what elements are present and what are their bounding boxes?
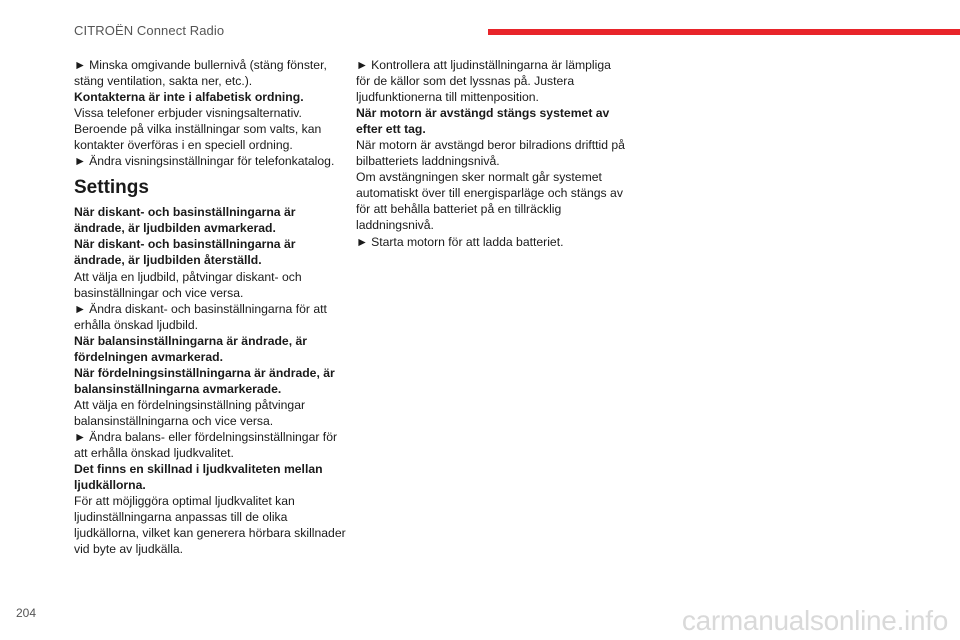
paragraph-text: För att möjliggöra optimal ljudkvalitet kan ljudinställningarna anpassas till de olika ljudkällorna, vilket kan generera hörbara skillnader vid byte av ljudkälla. <box>74 494 346 557</box>
paragraph-text: Kontrollera att ljudinställningarna är lämpliga för de källor som det lyssnas på. Justera ljudfunktionerna till mittenposition. <box>356 58 611 105</box>
paragraph-text: Minska omgivande bullernivå (stäng fönster, stäng ventilation, sakta ner, etc.). <box>74 58 327 89</box>
bullet-instruction <box>356 57 628 105</box>
body-paragraph <box>356 169 628 233</box>
paragraph-text: Ändra visningsinställningar för telefonkatalog. <box>89 154 335 169</box>
section-heading <box>74 176 346 200</box>
left-text-column <box>74 57 346 557</box>
paragraph-text: Att välja en ljudbild, påtvingar diskant- och basinställningar och vice versa. <box>74 269 302 300</box>
page-number: 204 <box>16 606 37 620</box>
paragraph-text: När motorn är avstängd stängs systemet av efter ett tag. <box>356 106 610 137</box>
bullet-instruction <box>74 429 346 461</box>
bullet-instruction <box>356 234 628 250</box>
body-paragraph <box>74 269 346 301</box>
arrow-bullet-icon: ► <box>74 429 87 444</box>
paragraph-text: Starta motorn för att ladda batteriet. <box>371 234 564 249</box>
bullet-instruction <box>74 153 346 169</box>
paragraph-text: Settings <box>74 177 149 199</box>
paragraph-text: Att välja en fördelningsinställning påtvingar balansinställningarna och vice versa. <box>74 397 306 428</box>
paragraph-text: Vissa telefoner erbjuder visningsalternativ. Beroende på vilka inställningar som valts, kan kontakter överföras i en speciell ordning. <box>74 106 322 153</box>
arrow-bullet-icon: ► <box>74 58 87 72</box>
watermark: carmanualsonline.info <box>681 605 948 636</box>
bold-statement <box>74 89 346 105</box>
body-paragraph <box>74 397 346 429</box>
body-paragraph <box>356 137 628 169</box>
paragraph-text: Ändra balans- eller fördelningsinställningar för att erhålla önskad ljudkvalitet. <box>74 429 338 461</box>
bold-statement <box>356 105 628 137</box>
arrow-bullet-icon: ► <box>356 234 369 249</box>
bold-statement <box>74 365 346 397</box>
body-paragraph <box>74 105 346 153</box>
bullet-instruction <box>74 301 346 333</box>
bold-statement <box>74 236 346 268</box>
paragraph-text: När diskant- och basinställningarna är ändrade, är ljudbilden återställd. <box>74 237 296 268</box>
bullet-instruction <box>74 57 346 89</box>
paragraph-text: När motorn är avstängd beror bilradions drifttid på bilbatteriets laddningsnivå. <box>356 138 625 169</box>
document-header-title: CITROËN Connect Radio <box>74 23 225 38</box>
paragraph-text: Om avstängningen sker normalt går systemet automatiskt över till energisparläge och stängs av för att behålla batteriet på en tillräcklig laddningsnivå. <box>356 170 623 233</box>
bold-statement <box>74 461 346 493</box>
body-paragraph <box>74 493 346 557</box>
paragraph-text: När fördelningsinställningarna är ändrade, är balansinställningarna avmarkerade. <box>74 365 335 396</box>
paragraph-text: Det finns en skillnad i ljudkvaliteten mellan ljudkällorna. <box>74 462 323 493</box>
paragraph-text: När diskant- och basinställningarna är ändrade, är ljudbilden avmarkerad. <box>74 205 296 236</box>
arrow-bullet-icon: ► <box>74 154 87 169</box>
paragraph-text: När balansinställningarna är ändrade, är fördelningen avmarkerad. <box>74 333 307 364</box>
arrow-bullet-icon: ► <box>356 58 369 72</box>
arrow-bullet-icon: ► <box>74 301 87 316</box>
bold-statement <box>74 333 346 365</box>
bold-statement <box>74 204 346 236</box>
header-accent-bar <box>488 29 960 35</box>
right-text-column <box>356 57 628 250</box>
paragraph-text: Kontakterna är inte i alfabetisk ordning. <box>74 90 304 105</box>
paragraph-text: Ändra diskant- och basinställningarna för att erhålla önskad ljudbild. <box>74 301 327 332</box>
